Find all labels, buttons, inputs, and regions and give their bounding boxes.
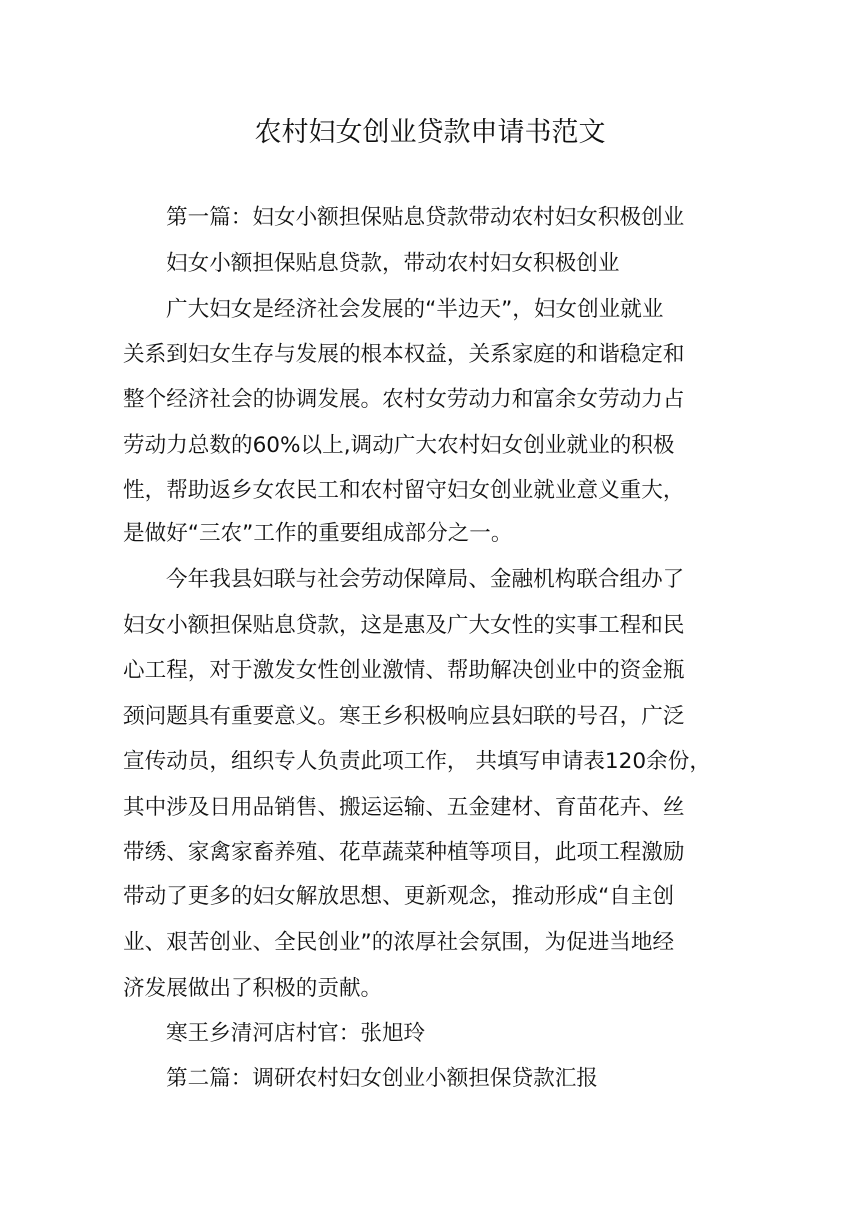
paragraph-line: 关系到妇女生存与发展的根本权益，关系家庭的和谐稳定和 (123, 342, 685, 367)
paragraph-line: 带动了更多的妇女解放思想、更新观念，推动形成“自主创 (123, 884, 675, 909)
paragraph-line: 业、艰苦创业、全民创业”的浓厚社会氛围，为促进当地经 (123, 930, 675, 955)
paragraph-line: 性，帮助返乡女农民工和农村留守妇女创业就业意义重大， (123, 478, 685, 503)
paragraph-line: 劳动力总数的60%以上,调动广大农村妇女创业就业的积极 (123, 433, 675, 458)
paragraph-line: 妇女小额担保贴息贷款，带动农村妇女积极创业 (166, 251, 620, 276)
paragraph-line: 宣传动员，组织专人负责此项工作， 共填写申请表120余份， (123, 749, 711, 774)
paragraph-line: 妇女小额担保贴息贷款，这是惠及广大女性的实事工程和民 (123, 613, 685, 638)
section-heading: 第二篇：调研农村妇女创业小额担保贷款汇报 (166, 1066, 598, 1091)
paragraph-line: 带绣、家禽家畜养殖、花草蔬菜种植等项目，此项工程激励 (123, 840, 685, 865)
paragraph-line: 寒王乡清河店村官：张旭玲 (166, 1021, 426, 1046)
paragraph-line: 整个经济社会的协调发展。农村女劳动力和富余女劳动力占 (123, 387, 685, 412)
paragraph-line: 是做好“三农”工作的重要组成部分之一。 (123, 521, 513, 546)
paragraph-line: 其中涉及日用品销售、搬运运输、五金建材、育苗花卉、丝 (123, 795, 685, 820)
section-heading: 第一篇：妇女小额担保贴息贷款带动农村妇女积极创业 (166, 205, 685, 230)
paragraph-line: 心工程，对于激发女性创业激情、帮助解决创业中的资金瓶 (123, 658, 685, 683)
paragraph-line: 颈问题具有重要意义。寒王乡积极响应县妇联的号召，广泛 (123, 704, 685, 729)
paragraph-line: 广大妇女是经济社会发展的“半边天”，妇女创业就业 (166, 297, 664, 322)
document-title: 农村妇女创业贷款申请书范文 (254, 117, 606, 148)
paragraph-line: 济发展做出了积极的贡献。 (123, 976, 383, 1001)
paragraph-line: 今年我县妇联与社会劳动保障局、金融机构联合组办了 (166, 567, 685, 592)
